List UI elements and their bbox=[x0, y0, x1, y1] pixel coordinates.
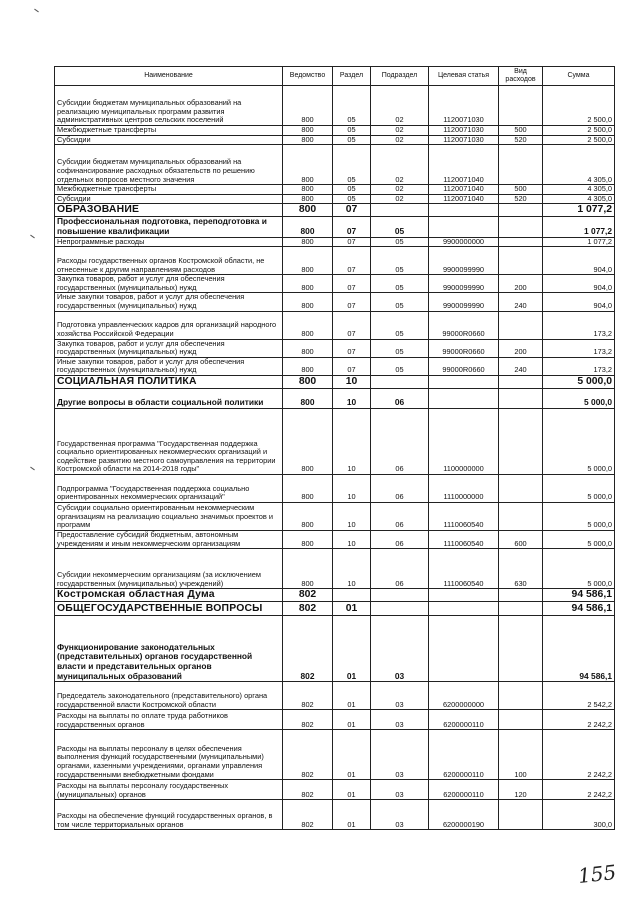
row-subsection: 03 bbox=[371, 780, 429, 800]
row-subsection: 02 bbox=[371, 145, 429, 185]
row-expense-type bbox=[499, 408, 543, 474]
row-amount: 173,2 bbox=[543, 311, 615, 339]
row-target-article: 1120071040 bbox=[429, 194, 499, 204]
row-amount: 94 586,1 bbox=[543, 616, 615, 682]
row-section bbox=[333, 589, 371, 602]
row-section: 07 bbox=[333, 339, 371, 357]
row-subsection: 05 bbox=[371, 311, 429, 339]
row-name: Закупка товаров, работ и услуг для обеспечения государственных (муниципальных) нужд bbox=[55, 275, 283, 293]
table-row bbox=[55, 616, 615, 682]
row-target-article: 6200000000 bbox=[429, 682, 499, 710]
row-expense-type: 100 bbox=[499, 730, 543, 780]
row-department: 800 bbox=[283, 275, 333, 293]
row-subsection bbox=[371, 375, 429, 388]
row-target-article: 1120071030 bbox=[429, 126, 499, 136]
row-amount: 2 242,2 bbox=[543, 780, 615, 800]
row-subsection: 05 bbox=[371, 217, 429, 237]
row-target-article bbox=[429, 204, 499, 217]
row-department: 802 bbox=[283, 730, 333, 780]
table-row bbox=[55, 589, 615, 602]
row-subsection: 05 bbox=[371, 275, 429, 293]
row-expense-type bbox=[499, 602, 543, 616]
row-section: 01 bbox=[333, 730, 371, 780]
row-expense-type: 200 bbox=[499, 275, 543, 293]
margin-mark bbox=[34, 9, 39, 13]
row-expense-type: 200 bbox=[499, 339, 543, 357]
row-name: Межбюджетные трансферты bbox=[55, 185, 283, 195]
row-target-article: 1120071040 bbox=[429, 145, 499, 185]
table-row bbox=[55, 682, 615, 710]
row-department: 800 bbox=[283, 293, 333, 311]
budget-table bbox=[54, 66, 615, 830]
row-name: Костромская областная Дума bbox=[55, 589, 283, 602]
row-subsection bbox=[371, 589, 429, 602]
table-row bbox=[55, 237, 615, 247]
row-amount: 5 000,0 bbox=[543, 408, 615, 474]
table-row bbox=[55, 135, 615, 145]
table-row bbox=[55, 357, 615, 375]
row-section: 10 bbox=[333, 530, 371, 548]
table-row bbox=[55, 780, 615, 800]
row-name: Другие вопросы в области социальной политики bbox=[55, 388, 283, 408]
row-target-article: 1120071040 bbox=[429, 185, 499, 195]
row-subsection: 02 bbox=[371, 126, 429, 136]
row-amount: 94 586,1 bbox=[543, 602, 615, 616]
row-target-article bbox=[429, 602, 499, 616]
margin-mark bbox=[30, 235, 35, 239]
row-section: 10 bbox=[333, 375, 371, 388]
table-row bbox=[55, 126, 615, 136]
table-row bbox=[55, 474, 615, 502]
row-section: 07 bbox=[333, 217, 371, 237]
margin-mark bbox=[30, 467, 35, 471]
row-department: 802 bbox=[283, 780, 333, 800]
row-expense-type bbox=[499, 616, 543, 682]
row-expense-type bbox=[499, 204, 543, 217]
row-target-article: 1110000000 bbox=[429, 474, 499, 502]
row-target-article bbox=[429, 388, 499, 408]
row-expense-type: 600 bbox=[499, 530, 543, 548]
row-name: Председатель законодательного (представительного) органа государственной власти Костромской области bbox=[55, 682, 283, 710]
row-subsection: 05 bbox=[371, 357, 429, 375]
row-expense-type: 520 bbox=[499, 194, 543, 204]
row-amount: 4 305,0 bbox=[543, 145, 615, 185]
row-department: 800 bbox=[283, 549, 333, 589]
row-subsection: 03 bbox=[371, 800, 429, 830]
row-expense-type bbox=[499, 589, 543, 602]
row-amount: 1 077,2 bbox=[543, 217, 615, 237]
row-subsection: 06 bbox=[371, 502, 429, 530]
row-department: 802 bbox=[283, 682, 333, 710]
row-amount: 5 000,0 bbox=[543, 375, 615, 388]
table-row bbox=[55, 204, 615, 217]
table-row bbox=[55, 549, 615, 589]
row-name: Иные закупки товаров, работ и услуг для обеспечения государственных (муниципальных) нужд bbox=[55, 357, 283, 375]
row-target-article: 1120071030 bbox=[429, 86, 499, 126]
budget-table-sheet bbox=[54, 66, 614, 830]
row-name: Расходы на выплаты по оплате труда работников государственных органов bbox=[55, 710, 283, 730]
row-name: Непрограммные расходы bbox=[55, 237, 283, 247]
row-name: Функционирование законодательных (представительных) органов государственной власти и представительных органов муниципальных образований bbox=[55, 616, 283, 682]
row-target-article bbox=[429, 616, 499, 682]
row-subsection: 03 bbox=[371, 616, 429, 682]
table-row bbox=[55, 388, 615, 408]
row-name: Закупка товаров, работ и услуг для обеспечения государственных (муниципальных) нужд bbox=[55, 339, 283, 357]
row-target-article: 99000R0660 bbox=[429, 339, 499, 357]
row-name: ОБЩЕГОСУДАРСТВЕННЫЕ ВОПРОСЫ bbox=[55, 602, 283, 616]
row-expense-type bbox=[499, 375, 543, 388]
page-number: 155 bbox=[576, 860, 618, 888]
row-department: 800 bbox=[283, 339, 333, 357]
row-subsection: 03 bbox=[371, 730, 429, 780]
row-amount: 173,2 bbox=[543, 357, 615, 375]
row-amount: 904,0 bbox=[543, 247, 615, 275]
row-subsection: 06 bbox=[371, 408, 429, 474]
row-amount: 5 000,0 bbox=[543, 474, 615, 502]
row-subsection: 05 bbox=[371, 339, 429, 357]
row-target-article: 6200000110 bbox=[429, 730, 499, 780]
table-row bbox=[55, 194, 615, 204]
table-row bbox=[55, 800, 615, 830]
table-row bbox=[55, 502, 615, 530]
row-section: 05 bbox=[333, 135, 371, 145]
row-section: 07 bbox=[333, 357, 371, 375]
row-department: 800 bbox=[283, 375, 333, 388]
table-row bbox=[55, 311, 615, 339]
row-department: 800 bbox=[283, 204, 333, 217]
row-target-article: 6200000110 bbox=[429, 780, 499, 800]
row-subsection: 06 bbox=[371, 530, 429, 548]
row-expense-type: 520 bbox=[499, 135, 543, 145]
row-name: Расходы государственных органов Костромской области, не отнесенные к другим направлениям расходов bbox=[55, 247, 283, 275]
row-amount: 904,0 bbox=[543, 275, 615, 293]
table-row bbox=[55, 217, 615, 237]
row-department: 800 bbox=[283, 145, 333, 185]
row-section: 01 bbox=[333, 682, 371, 710]
row-department: 800 bbox=[283, 194, 333, 204]
row-name: Субсидии некоммерческим организациям (за исключением государственных (муниципальных) учреждений) bbox=[55, 549, 283, 589]
row-amount: 4 305,0 bbox=[543, 194, 615, 204]
row-name: Государственная программа "Государственная поддержка социально ориентированных некоммерческих организаций и содействие развитию местного самоуправления на территории Костромской области на 2014-2018 годы" bbox=[55, 408, 283, 474]
row-amount: 5 000,0 bbox=[543, 530, 615, 548]
row-name: Предоставление субсидий бюджетным, автономным учреждениям и иным некоммерческим организациям bbox=[55, 530, 283, 548]
row-department: 802 bbox=[283, 602, 333, 616]
row-target-article: 9900099990 bbox=[429, 247, 499, 275]
row-department: 800 bbox=[283, 474, 333, 502]
row-section: 05 bbox=[333, 145, 371, 185]
row-name: Субсидии bbox=[55, 194, 283, 204]
table-row bbox=[55, 339, 615, 357]
row-section: 10 bbox=[333, 549, 371, 589]
row-section: 05 bbox=[333, 185, 371, 195]
row-department: 800 bbox=[283, 247, 333, 275]
row-name: Субсидии бюджетам муниципальных образований на софинансирование расходных обязательств по решению отдельных вопросов местного значения bbox=[55, 145, 283, 185]
table-row bbox=[55, 145, 615, 185]
row-section: 01 bbox=[333, 602, 371, 616]
row-amount: 2 500,0 bbox=[543, 135, 615, 145]
row-expense-type: 120 bbox=[499, 780, 543, 800]
col-header-section: Раздел bbox=[333, 67, 371, 86]
row-subsection: 02 bbox=[371, 185, 429, 195]
row-department: 800 bbox=[283, 126, 333, 136]
row-name: ОБРАЗОВАНИЕ bbox=[55, 204, 283, 217]
row-section: 05 bbox=[333, 86, 371, 126]
row-target-article: 9900099990 bbox=[429, 275, 499, 293]
row-section: 10 bbox=[333, 502, 371, 530]
row-name: Расходы на выплаты персоналу в целях обеспечения выполнения функций государственными (муниципальными) органами, казенными учреждениями, органами управления государственными внебюджетными фондами bbox=[55, 730, 283, 780]
col-header-department: Ведомство bbox=[283, 67, 333, 86]
row-amount: 5 000,0 bbox=[543, 388, 615, 408]
row-target-article: 6200000190 bbox=[429, 800, 499, 830]
row-amount: 94 586,1 bbox=[543, 589, 615, 602]
row-expense-type: 240 bbox=[499, 357, 543, 375]
row-subsection bbox=[371, 204, 429, 217]
table-row bbox=[55, 247, 615, 275]
row-amount: 904,0 bbox=[543, 293, 615, 311]
row-section: 01 bbox=[333, 780, 371, 800]
row-expense-type bbox=[499, 311, 543, 339]
row-section: 07 bbox=[333, 275, 371, 293]
row-section: 07 bbox=[333, 311, 371, 339]
row-expense-type bbox=[499, 86, 543, 126]
row-section: 10 bbox=[333, 388, 371, 408]
table-row bbox=[55, 408, 615, 474]
row-department: 800 bbox=[283, 388, 333, 408]
row-department: 802 bbox=[283, 589, 333, 602]
row-target-article: 1100000000 bbox=[429, 408, 499, 474]
row-target-article bbox=[429, 217, 499, 237]
row-subsection: 06 bbox=[371, 474, 429, 502]
row-section: 07 bbox=[333, 237, 371, 247]
row-department: 800 bbox=[283, 135, 333, 145]
row-expense-type bbox=[499, 474, 543, 502]
row-expense-type bbox=[499, 388, 543, 408]
row-name: Субсидии bbox=[55, 135, 283, 145]
row-department: 800 bbox=[283, 217, 333, 237]
table-row bbox=[55, 710, 615, 730]
row-expense-type bbox=[499, 682, 543, 710]
row-name: Профессиональная подготовка, переподготовка и повышение квалификации bbox=[55, 217, 283, 237]
row-amount: 2 500,0 bbox=[543, 126, 615, 136]
row-amount: 4 305,0 bbox=[543, 185, 615, 195]
row-section: 10 bbox=[333, 408, 371, 474]
row-department: 802 bbox=[283, 800, 333, 830]
row-subsection: 06 bbox=[371, 549, 429, 589]
row-section: 07 bbox=[333, 293, 371, 311]
col-header-amount: Сумма bbox=[543, 67, 615, 86]
table-body bbox=[55, 86, 615, 830]
row-name: Межбюджетные трансферты bbox=[55, 126, 283, 136]
row-subsection bbox=[371, 602, 429, 616]
row-section: 07 bbox=[333, 247, 371, 275]
row-target-article: 1110060540 bbox=[429, 502, 499, 530]
row-target-article: 1110060540 bbox=[429, 549, 499, 589]
row-subsection: 02 bbox=[371, 135, 429, 145]
row-target-article bbox=[429, 375, 499, 388]
row-department: 800 bbox=[283, 237, 333, 247]
row-subsection: 03 bbox=[371, 710, 429, 730]
row-name: Иные закупки товаров, работ и услуг для обеспечения государственных (муниципальных) нужд bbox=[55, 293, 283, 311]
row-amount: 1 077,2 bbox=[543, 237, 615, 247]
row-subsection: 06 bbox=[371, 388, 429, 408]
row-amount: 2 500,0 bbox=[543, 86, 615, 126]
row-subsection: 05 bbox=[371, 237, 429, 247]
row-target-article: 6200000110 bbox=[429, 710, 499, 730]
row-name: Расходы на обеспечение функций государственных органов, в том числе территориальных органов bbox=[55, 800, 283, 830]
row-name: Субсидии бюджетам муниципальных образований на реализацию муниципальных программ развития административных центров сельских поселений bbox=[55, 86, 283, 126]
row-expense-type bbox=[499, 247, 543, 275]
row-section: 05 bbox=[333, 194, 371, 204]
row-subsection: 03 bbox=[371, 682, 429, 710]
row-expense-type bbox=[499, 800, 543, 830]
row-department: 800 bbox=[283, 408, 333, 474]
col-header-subsection: Подраздел bbox=[371, 67, 429, 86]
row-amount: 173,2 bbox=[543, 339, 615, 357]
row-expense-type bbox=[499, 217, 543, 237]
row-department: 802 bbox=[283, 616, 333, 682]
row-expense-type bbox=[499, 502, 543, 530]
row-amount: 2 242,2 bbox=[543, 730, 615, 780]
col-header-target-article: Целевая статья bbox=[429, 67, 499, 86]
col-header-expense-type: Вид расходов bbox=[499, 67, 543, 86]
row-expense-type bbox=[499, 237, 543, 247]
row-target-article: 1110060540 bbox=[429, 530, 499, 548]
row-amount: 300,0 bbox=[543, 800, 615, 830]
col-header-name: Наименование bbox=[55, 67, 283, 86]
row-section: 01 bbox=[333, 710, 371, 730]
row-expense-type: 630 bbox=[499, 549, 543, 589]
row-department: 800 bbox=[283, 502, 333, 530]
table-row bbox=[55, 375, 615, 388]
row-amount: 2 242,2 bbox=[543, 710, 615, 730]
table-row bbox=[55, 185, 615, 195]
table-row bbox=[55, 602, 615, 616]
row-target-article bbox=[429, 589, 499, 602]
row-target-article: 9900000000 bbox=[429, 237, 499, 247]
row-name: Подготовка управленческих кадров для организаций народного хозяйства Российской Федерации bbox=[55, 311, 283, 339]
table-row bbox=[55, 293, 615, 311]
row-amount: 5 000,0 bbox=[543, 502, 615, 530]
row-target-article: 99000R0660 bbox=[429, 311, 499, 339]
row-expense-type bbox=[499, 710, 543, 730]
row-name: Расходы на выплаты персоналу государственных (муниципальных) органов bbox=[55, 780, 283, 800]
row-expense-type: 500 bbox=[499, 126, 543, 136]
row-section: 07 bbox=[333, 204, 371, 217]
row-section: 01 bbox=[333, 800, 371, 830]
row-expense-type: 240 bbox=[499, 293, 543, 311]
row-subsection: 02 bbox=[371, 194, 429, 204]
row-name: Субсидии социально ориентированным некоммерческим организациям на реализацию социально значимых проектов и программ bbox=[55, 502, 283, 530]
row-target-article: 99000R0660 bbox=[429, 357, 499, 375]
row-name: СОЦИАЛЬНАЯ ПОЛИТИКА bbox=[55, 375, 283, 388]
table-row bbox=[55, 730, 615, 780]
row-department: 800 bbox=[283, 185, 333, 195]
table-row bbox=[55, 530, 615, 548]
row-expense-type bbox=[499, 145, 543, 185]
row-subsection: 05 bbox=[371, 247, 429, 275]
row-section: 10 bbox=[333, 474, 371, 502]
table-header-row bbox=[55, 67, 615, 86]
row-amount: 5 000,0 bbox=[543, 549, 615, 589]
row-section: 05 bbox=[333, 126, 371, 136]
row-department: 802 bbox=[283, 710, 333, 730]
row-department: 800 bbox=[283, 357, 333, 375]
row-amount: 1 077,2 bbox=[543, 204, 615, 217]
row-name: Подпрограмма "Государственная поддержка социально ориентированных некоммерческих организаций" bbox=[55, 474, 283, 502]
row-department: 800 bbox=[283, 86, 333, 126]
row-subsection: 02 bbox=[371, 86, 429, 126]
row-department: 800 bbox=[283, 530, 333, 548]
row-target-article: 1120071030 bbox=[429, 135, 499, 145]
row-section: 01 bbox=[333, 616, 371, 682]
row-department: 800 bbox=[283, 311, 333, 339]
row-target-article: 9900099990 bbox=[429, 293, 499, 311]
row-subsection: 05 bbox=[371, 293, 429, 311]
row-amount: 2 542,2 bbox=[543, 682, 615, 710]
row-expense-type: 500 bbox=[499, 185, 543, 195]
table-row bbox=[55, 86, 615, 126]
table-row bbox=[55, 275, 615, 293]
